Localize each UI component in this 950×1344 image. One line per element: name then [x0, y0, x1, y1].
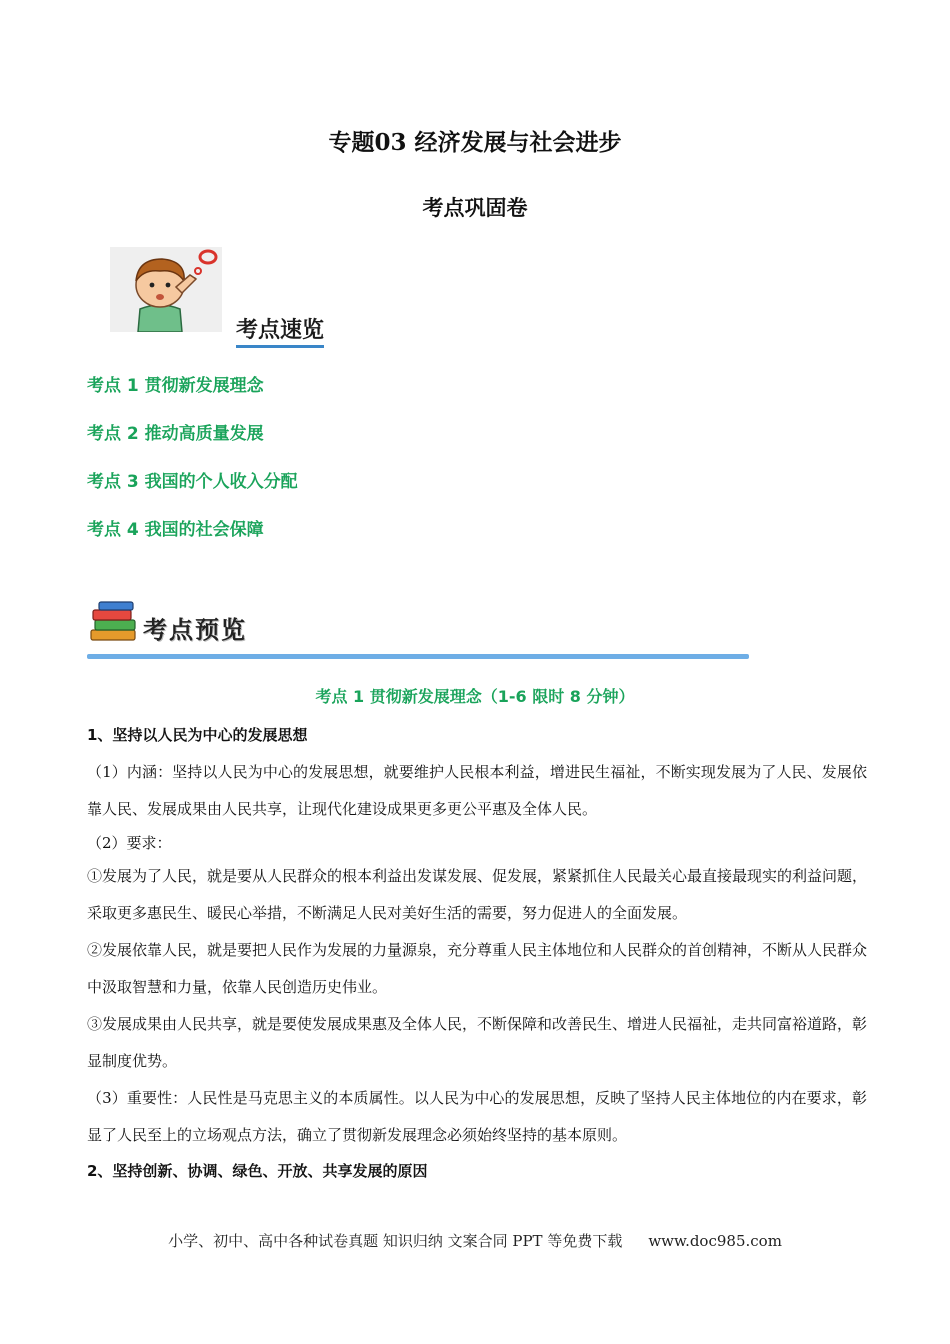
section-title: 考点 1 贯彻新发展理念（1-6 限时 8 分钟）: [315, 687, 635, 706]
paragraph: ②发展依靠人民，就是要把人民作为发展的力量源泉，充分尊重人民主体地位和人民群众的首创精神，不断从人民群众中汲取智慧和力量，依靠人民创造历史伟业。: [87, 941, 868, 996]
paragraph: ①发展为了人民，就是要从人民群众的根本利益出发谋发展、促发展，紧紧抓住人民最关心最直接最现实的利益问题，采取更多惠民生、暖民心举措，不断满足人民对美好生活的需要，努力促进人的全面发展。: [87, 867, 868, 922]
preview-heading: 考点预览: [143, 616, 247, 644]
page-footer: [0, 1230, 950, 1251]
document-title: 专题03 经济发展与社会进步: [328, 129, 622, 156]
topic-list: [87, 374, 298, 566]
topic-item: 考点 4 我国的社会保障: [87, 520, 264, 540]
paragraph: （1）内涵：坚持以人民为中心的发展思想，就要维护人民根本利益，增进民生福祉，不断实现发展为了人民、发展依靠人民、发展成果由人民共享，让现代化建设成果更多更公平惠及全体人民。: [87, 763, 867, 818]
document-body: [87, 724, 867, 1190]
section-divider: [87, 654, 749, 659]
topic-item: 考点 1 贯彻新发展理念: [87, 376, 264, 396]
topic-item: 考点 3 我国的个人收入分配: [87, 472, 298, 492]
preview-banner: [87, 600, 749, 662]
topic-item: 考点 2 推动高质量发展: [87, 424, 264, 444]
thinking-boy-icon: [110, 247, 222, 332]
paragraph: （2）要求：: [87, 834, 172, 852]
document-subtitle: 考点巩固卷: [422, 195, 528, 220]
paragraph: （3）重要性：人民性是马克思主义的本质属性。以人民为中心的发展思想，反映了坚持人民主体地位的内在要求，彰显了人民至上的立场观点方法，确立了贯彻新发展理念必须始终坚持的基本原则。: [87, 1089, 867, 1144]
point-heading: 1、坚持以人民为中心的发展思想: [87, 726, 308, 744]
books-icon: [87, 600, 141, 644]
point-heading: 2、坚持创新、协调、绿色、开放、共享发展的原因: [87, 1162, 428, 1180]
footer-url[interactable]: www.doc985.com: [648, 1232, 782, 1250]
quick-view-heading: 考点速览: [236, 318, 324, 348]
paragraph: ③发展成果由人民共享，就是要使发展成果惠及全体人民，不断保障和改善民生、增进人民福祉，走共同富裕道路，彰显制度优势。: [87, 1015, 868, 1070]
footer-text: 小学、初中、高中各种试卷真题 知识归纳 文案合同 PPT 等免费下载: [168, 1232, 623, 1250]
